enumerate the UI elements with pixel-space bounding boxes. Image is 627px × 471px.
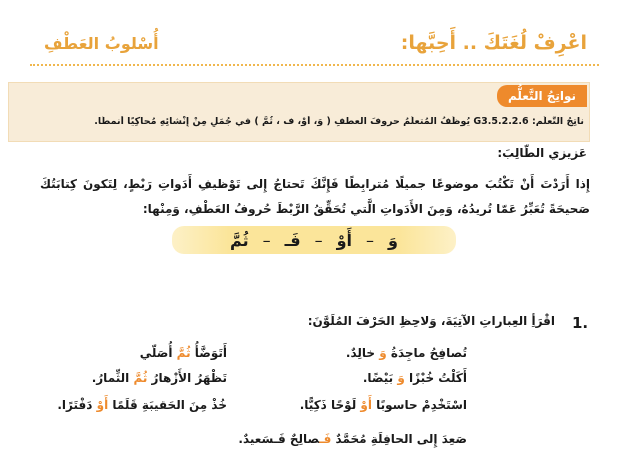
sentence-1: تُصافِحُ ماجِدَةُ وَ خالِدٌ. xyxy=(345,346,467,360)
separator: – xyxy=(366,230,374,250)
highlighted-conjunction: أَوْ xyxy=(96,398,109,412)
separator: – xyxy=(262,230,271,250)
intro-paragraph: إِذا أَرَدْتَ أَنْ تَكْتُبَ موضوعًا جميلًا مُترابِطًا فَإِنَّكَ تَحتاجُ إِلى تَوْظيفِ أَدَواتِ رَبْطٍ، لِتَكونَ كِتابَتُكَ صَحيحَةً تُعَبِّرُ عَمّا تُريدُهُ، وَمِنَ الأَدَواتِ الَّتي تُحَقِّقُ الرَّبْطَ حُروفُ العَطْفِ، وَمِنْها: xyxy=(40,177,590,216)
greeting: عَزيزي الطّالِبَ: xyxy=(497,146,587,160)
conjunction-aw: أَوْ xyxy=(336,230,352,250)
sentence-2: أَتَوَضَّأُ ثُمَّ أُصَلّي xyxy=(139,346,227,360)
highlighted-conjunction: ثُمَّ xyxy=(133,371,148,385)
header-divider xyxy=(30,64,599,66)
conjunction-thumma: ثُمَّ xyxy=(230,230,249,250)
exercise-instruction: اقْرَأِ العِباراتِ الآتِيَةَ، وَلاحِظِ الحَرْفَ المُلَوَّنَ: xyxy=(307,314,555,328)
sentence-3: أَكَلْتُ خُبْزًا وَ بَيْضًا. xyxy=(362,371,467,385)
sentence-6: خُذْ مِنَ الحَقيبَةِ قَلَمًا أَوْ دَفْتَرًا. xyxy=(57,398,227,412)
highlighted-conjunction: وَ xyxy=(397,371,405,385)
conjunction-fa: فَـ xyxy=(284,230,301,250)
learning-outcome-text: ناتِجُ التَّعلُّم: G3.5.2.2.6 يُوظِّفُ المُتعلِّمُ حروفَ العطفِ ( وَ، أوْ، ف ، ثُمَّ ) في جُمَلٍ مِنْ إِنْشائِهِ مُحاكِيًا أَنمطًا. xyxy=(94,116,584,127)
highlighted-conjunction: فَـ xyxy=(319,432,332,446)
conjunctions-strip xyxy=(172,226,456,254)
conjunction-waw: وَ xyxy=(388,230,398,250)
sentence-4: تَظْهَرُ الأَزْهارُ ثُمَّ الثِّمارُ. xyxy=(91,371,227,385)
highlighted-conjunction: وَ xyxy=(379,346,387,360)
section-title: أُسْلوبُ العَطْفِ xyxy=(44,34,159,53)
sentence-5: اسْتَخْدِمْ حاسوبًا أَوْ لَوْحًا ذَكِيًّا. xyxy=(299,398,467,412)
exercise-number: 1. xyxy=(572,314,589,332)
separator: – xyxy=(314,230,323,250)
highlighted-conjunction: أَوْ xyxy=(360,398,372,412)
sentence-7: صَعِدَ إِلى الحافِلَةِ مُحَمَّدٌ فَـصالِحٌ فَـسَعيدٌ. xyxy=(238,432,467,446)
learning-outcomes-tab: نواتِجُ التَّعلُّم xyxy=(497,85,587,107)
highlighted-conjunction: ثُمَّ xyxy=(176,346,191,360)
main-title: اعْرِفْ لُغَتَكَ .. أَحِبَّها: xyxy=(400,32,587,54)
